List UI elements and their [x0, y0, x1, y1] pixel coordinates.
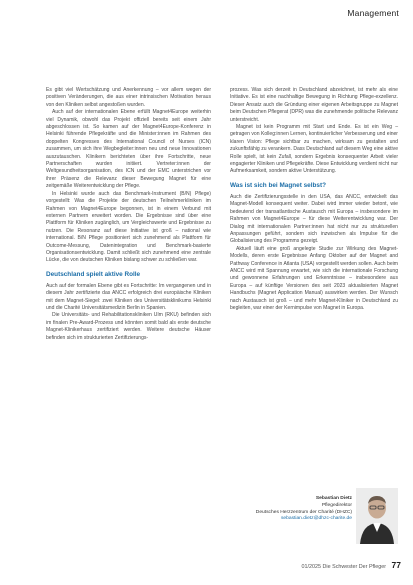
paragraph: Auch auf der formalen Ebene gibt es Fortschritte: Im vergangenen und in diesem Jahr zertifizierte das ANCC erfolgreich drei europäische Kliniken mit dem Magnet-Siegel: zwei Kliniken des Universitätsklinikums Helsinki und die Charité Universitätsmedizin Berlin in Spanien. [46, 282, 211, 311]
author-name: Sebastian Dietz [315, 496, 352, 501]
page-number: 77 [391, 560, 401, 570]
article-column-left [46, 87, 211, 342]
article-column-right [230, 87, 398, 312]
author-info [222, 496, 352, 523]
section-label: Management [347, 8, 399, 18]
author-portrait-icon [356, 488, 398, 544]
paragraph: Es gibt viel Wertschätzung und Anerkennung – vor allem wegen der positiven Veränderungen, die aus einer intrinsischen Motivation heraus von den Kliniken selbst angestoßen wurden. [46, 87, 211, 108]
author-photo [356, 488, 398, 544]
paragraph: Magnet ist kein Programm mit Start und Ende. Es ist ein Weg – getragen von Kolleg:innen Lernen, kontinuierlicher Verbesserung und einer klaren Vision: Pflege sichtbar zu machen, wirksam zu gestalten und zukunftsfähig zu verankern. Dass Deutschland auf diesem Weg eine aktive Rolle spielt, ist kein Zufall, sondern Ergebnis konsequenter Arbeit vieler engagierter Kliniken und Pflegekräfte. Diese Entwicklung verdient nicht nur Aufmerksamkeit, sondern aktive Unterstützung. [230, 124, 398, 175]
page-footer [302, 560, 401, 570]
paragraph: Die Universitäts- und Rehabilitationskliniken Ulm (RKU) befinden sich im finalen Pre-Award-Prozess und könnten somit bald als erste deutsche Magnet-Klinikerhaus zertifiziert werden. Weitere deutsche Häuser befinden sich im strukturierten Zertifizierungs- [46, 312, 211, 341]
paragraph: In Helsinki wurde auch das Benchmark-Instrument (B/N) Pflege) vorgestellt: Was die Projekte der deutschen Teilnehmerkliniken im Rahmen von Magnet4Europe begonnen, ist in einem Verbund mit externen Partnern erweitert worden. Die Ergebnisse sind über eine Plattform für Kliniken zugänglich, um Vergleichswerte und Ergebnisse zu nutzen. Die Resonanz auf diese Initiative ist groß – national wie international. B/N Pflege positioniert sich zunehmend als Plattform für Outcome-Messung, Datenintegration und Benchmark-basierte Organisationsentwicklung. Damit schließt sich zunehmend eine zentrale Lücke, die von deutschen Kliniken bislang schwer zu schließen war. [46, 190, 211, 264]
author-role: Pflegedirektor [321, 502, 352, 508]
author-institution: Deutsches Herzzentrum der Charité (DHZC) [255, 509, 352, 515]
paragraph: Aktuell läuft eine groß angelegte Studie zur Wirkung des Magnet-Modells, deren erste Ergebnisse Anfang Oktober auf der Magnet and Pathway Conference in Atlanta (USA) vorgestellt werden sollen. Auch beim ANCC wird mit Spannung erwartet, wie sich die internationale Forschung und gewonnene Erfahrungen und Erkenntnisse – insbesondere aus Europa – auf künftige Versionen des seit 2023 aktualisierten Magnet Handbuchs (Magnet Application Manual) auswirken werden. Der Wunsch nach Austausch ist groß – und mehr Magnet-Kliniker in Deutschland zu begleiten, war einer der Kernimpulse von Magnet in Europa. [230, 245, 398, 311]
author-email[interactable]: sebastian.dietz@dhzc-charite.de [280, 516, 352, 522]
section-heading: Deutschland spielt aktive Rolle [46, 270, 141, 278]
section-heading: Was ist sich bei Magnet selbst? [230, 181, 326, 189]
paragraph: Auch die Zertifizierungsstelle in den USA, das ANCC, entwickelt das Magnet-Modell konsequent weiter. Dabei wird immer wieder betont, wie bedeutend der transatlantische Austausch mit Europa – insbesondere im Rahmen von Magnet4Europe – für diese Weiterentwicklung war. Der Dialog mit internationalen Partner:innen hat nicht nur zu strukturellen Anpassungen geführt, sondern sich inzwischen als Impulse für die Globalisierung des Programms gezeigt. [230, 193, 398, 245]
issue-label: 01/2025 Die Schwester Der Pfleger [301, 564, 387, 570]
paragraph: prozess. Was sich derzeit in Deutschland abzeichnet, ist mehr als eine Initiative. Es ist eine nachhaltige Bewegung in Richtung Pflege-exzellenz. Dieser Ansatz auch die Gründung einer eigenen Arbeitsgruppe zu Magnet beim Deutschen Pflegerat (DPR) was die zunehmende politische Relevanz unterstreicht. [230, 87, 398, 123]
paragraph: Auch auf der internationalen Ebene erfüllt Magnet4Europe weiterhin viel Dynamik, obwohl das Projekt offiziell bereits seit einem Jahr abgeschlossen ist. So kamen auf der Magnet4Europe-Konferenz in Helsinki führende Pflegekräfte und die Minister:innen im Rahmen des doppelten Kongresses des International Council of Nurses (ICN) zusammen, um sich ihre Wegbegleiter:innen neu und neue Innovationen auszutauschen. Klinikern berichteten über ihre Fortschritte, neue Partnerschaften wurden initiiert. Vertreter:innen der Weltgesundheitsorganisation, des ICN und der EMC unterstrichen vor ihrer Präsenz die Relevanz dieser Bewegung Magnet für eine zeitgemäße Weiterentwicklung der Pflege. [46, 109, 211, 190]
author-box [232, 488, 398, 544]
